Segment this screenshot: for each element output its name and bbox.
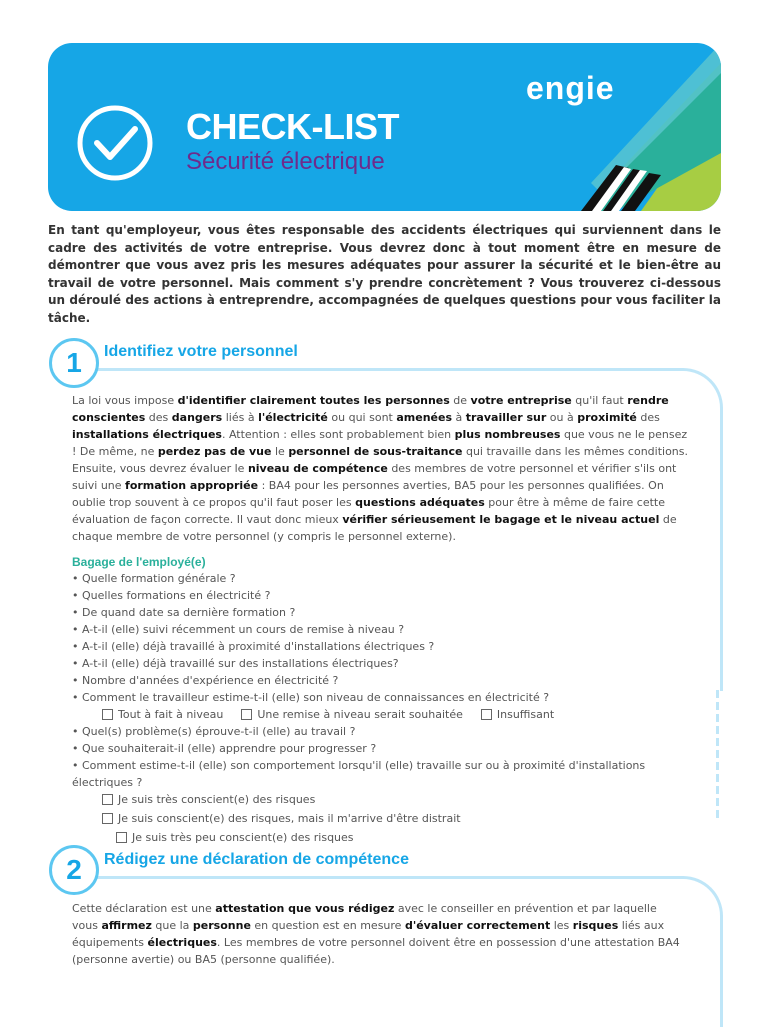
check-circle-icon xyxy=(75,103,155,183)
question-item: • A-t-il (elle) déjà travaillé à proximité d'installations électriques ? xyxy=(72,640,435,653)
engie-logo: engie xyxy=(526,70,615,106)
question-item: • A-t-il (elle) suivi récemment un cours de remise à niveau ? xyxy=(72,623,405,636)
option-peu-conscient[interactable]: Je suis très peu conscient(e) des risques xyxy=(116,829,354,846)
question-item: • A-t-il (elle) déjà travaillé sur des installations électriques? xyxy=(72,657,399,670)
question-item: • Comment estime-t-il (elle) son comportement lorsqu'il (elle) travaille sur ou à proximité d'installations électriques ? xyxy=(72,759,646,789)
decorative-stripes xyxy=(521,43,721,211)
option-conscient-distrait[interactable]: Je suis conscient(e) des risques, mais il m'arrive d'être distrait xyxy=(102,810,461,827)
option-remise-a-niveau[interactable]: Une remise à niveau serait souhaitée xyxy=(241,706,463,723)
option-insuffisant[interactable]: Insuffisant xyxy=(481,706,554,723)
step2-title: Rédigez une déclaration de compétence xyxy=(104,851,409,868)
step2-number: 2 xyxy=(49,845,99,895)
bagage-heading: Bagage de l'employé(e) xyxy=(72,555,206,569)
checkbox[interactable] xyxy=(481,709,492,720)
checkbox[interactable] xyxy=(102,709,113,720)
question-item: • Comment le travailleur estime-t-il (elle) son niveau de connaissances en électricité ? xyxy=(72,691,550,704)
step1-number: 1 xyxy=(49,338,99,388)
checkbox[interactable] xyxy=(116,832,127,843)
page-subtitle: Sécurité électrique xyxy=(186,148,385,175)
checkbox[interactable] xyxy=(102,813,113,824)
header-banner xyxy=(48,43,721,211)
question-item: • Quel(s) problème(s) éprouve-t-il (elle) au travail ? xyxy=(72,725,356,738)
intro-paragraph: En tant qu'employeur, vous êtes responsable des accidents électriques qui surviennent dans le cadre des activités de votre entreprise. Vous devrez donc à tout moment être en mesure de démontrer que vous avez pris les mesures adéquates pour assurer la sécurité et le bien-être au travail de votre personnel. Mais comment s'y prendre concrètement ? Vous trouverez ci-dessous un déroulé des actions à entreprendre, accompagnées de quelques questions pour vous faciliter la tâche. xyxy=(48,223,721,325)
step2-paragraph: Cette déclaration est une attestation que vous rédigez avec le conseiller en prévention et par laquelle vous affirmez que la personne en question est en mesure d'évaluer correctement les risques liés aux équipements électriques. Les membres de votre personnel doivent être en possession d'une attestation BA4 (personne avertie) ou BA5 (personne qualifiée). xyxy=(72,902,680,966)
question-item: • Nombre d'années d'expérience en électricité ? xyxy=(72,674,339,687)
checkbox[interactable] xyxy=(241,709,252,720)
option-tout-a-fait[interactable]: Tout à fait à niveau xyxy=(102,706,223,723)
question-item: • Quelle formation générale ? xyxy=(72,572,236,585)
question-list xyxy=(72,570,692,848)
step1-title: Identifiez votre personnel xyxy=(104,343,298,360)
step1-dashed-border xyxy=(716,690,719,822)
behaviour-options xyxy=(72,791,692,848)
question-item: • Que souhaiterait-il (elle) apprendre pour progresser ? xyxy=(72,742,377,755)
step1-paragraph: La loi vous impose d'identifier clairement toutes les personnes de votre entreprise qu'il faut rendre conscientes des dangers liés à l'électricité ou qui sont amenées à travailler sur ou à proximité des installations électriques. Attention : elles sont probablement bien plus nombreuses que vous ne le pensez ! De même, ne perdez pas de vue le personnel de sous-traitance qui travaille dans les mêmes conditions. Ensuite, vous devrez évaluer le niveau de compétence des membres de votre personnel et vérifier s'ils ont suivi une formation appropriée : BA4 pour les personnes averties, BA5 pour les personnes qualifiées. On oublie trop souvent à ce propos qu'il faut poser les questions adéquates pour être à même de faire cette évaluation de façon correcte. Il vaut donc mieux vérifier sérieusement le bagage et le niveau actuel de chaque membre de votre personnel (y compris le personnel externe). xyxy=(72,394,689,543)
page-title: CHECK-LIST xyxy=(186,106,399,147)
knowledge-options xyxy=(72,706,692,723)
option-tres-conscient[interactable]: Je suis très conscient(e) des risques xyxy=(102,791,315,808)
question-item: • Quelles formations en électricité ? xyxy=(72,589,271,602)
checkbox[interactable] xyxy=(102,794,113,805)
question-item: • De quand date sa dernière formation ? xyxy=(72,606,296,619)
